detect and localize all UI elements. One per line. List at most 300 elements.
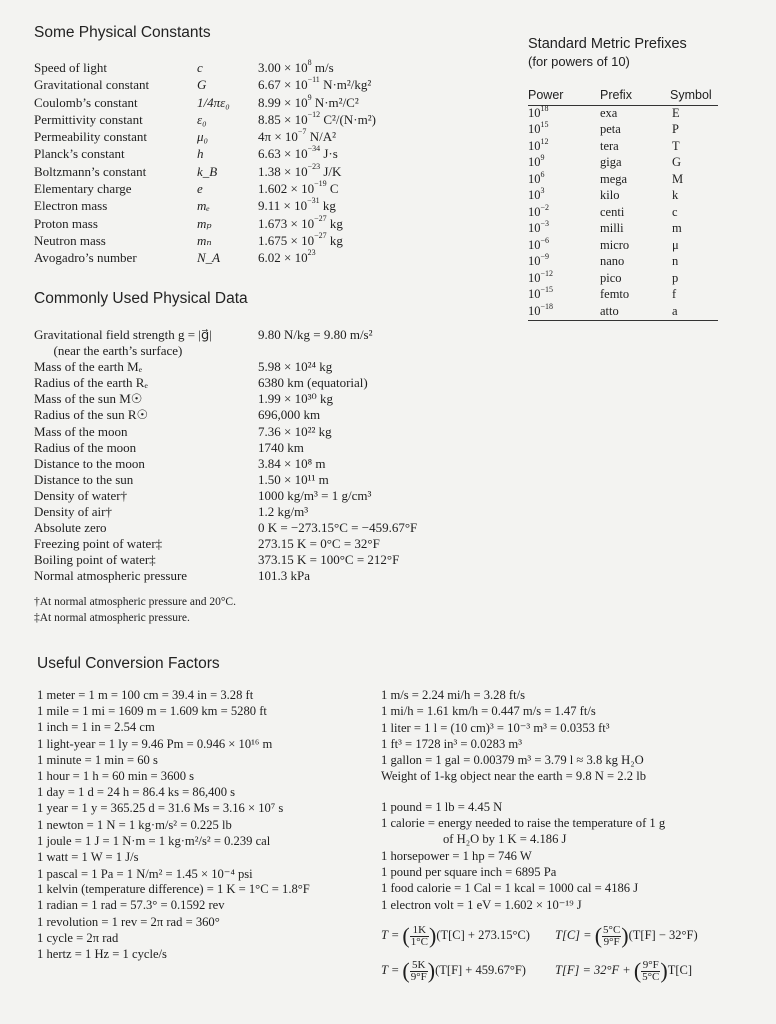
constant-exponent: −34 — [307, 144, 321, 154]
prefix-symbol: μ — [672, 237, 679, 252]
conversion-row — [381, 800, 731, 816]
prefix-power-exponent: 9 — [540, 153, 545, 162]
prefixes-table — [528, 88, 718, 321]
constant-unit: N·m²/C² — [311, 94, 359, 110]
conversions-right-top — [381, 688, 721, 785]
conversion-row — [37, 688, 367, 704]
constant-unit: C²/(N·m²) — [320, 111, 376, 127]
constant-exponent: −12 — [307, 109, 321, 119]
physical-data-value: 6380 km (equatorial) — [258, 375, 368, 391]
constant-name: Proton mass — [34, 215, 98, 231]
conversion-row — [381, 816, 731, 832]
conversion-text: 1 m/s = 2.24 mi/h = 3.28 ft/s — [381, 688, 525, 702]
prefix-power-base: 10 — [528, 221, 541, 235]
prefix-power — [528, 221, 549, 236]
prefix-symbol: M — [672, 171, 684, 186]
prefix-name: atto — [600, 303, 619, 318]
physical-data-name: Freezing point of water‡ — [34, 536, 163, 552]
conversion-row — [37, 704, 367, 720]
constant-row — [34, 109, 474, 129]
conversion-text: 1 mi/h = 1.61 km/h = 0.447 m/s = 1.47 ft/s — [381, 704, 596, 719]
prefix-power — [528, 301, 554, 319]
conversion-text: 1 kelvin (temperature difference) = 1 K = 1°C = 1.8°F — [37, 882, 310, 897]
physical-data-value: 101.3 kPa — [258, 568, 310, 584]
physical-data-row — [34, 391, 534, 407]
formula-num: 1K — [410, 925, 429, 937]
physical-data-value: 5.98 × 10²⁴ kg — [258, 359, 333, 375]
prefix-row — [528, 202, 718, 222]
prefix-symbol: n — [672, 254, 679, 268]
constant-power-base: × 10 — [284, 146, 308, 162]
conversion-row — [381, 704, 721, 720]
constant-name: Speed of light — [34, 60, 107, 75]
conversion-row — [381, 881, 731, 897]
conversion-text: 1 light-year = 1 ly = 9.46 Pm = 0.946 × 10¹⁶ m — [37, 736, 273, 751]
prefixes-bottom-rule — [528, 320, 718, 321]
constant-mantissa: 1.673 — [258, 215, 288, 231]
formula-num: 5°C — [603, 923, 621, 936]
prefix-name: pico — [600, 270, 622, 285]
constant-mantissa: 1.602 — [258, 181, 288, 197]
prefix-power — [528, 202, 550, 220]
constant-value — [258, 198, 336, 214]
prefix-row — [528, 221, 718, 238]
constant-power-base: × 10 — [284, 77, 308, 93]
constant-mantissa: 6.02 — [258, 250, 281, 266]
physical-data-name: (near the earth’s surface) — [34, 343, 183, 359]
physical-data-value: 3.84 × 10⁸ m — [258, 455, 326, 471]
constant-value — [258, 109, 376, 128]
constant-symbol: G — [197, 77, 207, 93]
conversion-text: 1 pound per square inch = 6895 Pa — [381, 864, 557, 879]
formula-fahrenheit-from-celsius: T[F] = 32°F + ( $\frac{9^\circ F}{5^\circ C}$ )T[C] — [555, 958, 693, 983]
constant-unit: m/s — [311, 60, 334, 75]
prefix-row — [528, 235, 718, 255]
physical-data-value: 1.50 × 10¹¹ m — [258, 471, 329, 487]
physical-data-heading: Commonly Used Physical Data — [34, 290, 248, 307]
conversion-row — [37, 882, 367, 898]
conversion-text: 1 inch = 1 in = 2.54 cm — [37, 720, 155, 735]
prefix-row — [528, 136, 718, 156]
prefix-power-base: 10 — [528, 138, 541, 153]
physical-data-name: Radius of the sun R☉ — [34, 407, 149, 423]
prefix-power-exponent: −9 — [540, 252, 550, 261]
constant-name: Electron mass — [34, 198, 108, 214]
physical-data-name: Mass of the moon — [34, 423, 128, 439]
conversion-text: 1 hertz = 1 Hz = 1 cycle/s — [37, 947, 167, 961]
formula-rhs: (T[C] + 273.15°C) — [436, 927, 530, 942]
conversion-text: 1 minute = 1 min = 60 s — [37, 752, 158, 767]
prefix-power-base: 10 — [528, 155, 541, 169]
conversion-row — [37, 769, 367, 785]
constant-mantissa: 8.99 — [258, 94, 281, 110]
prefix-power-exponent: −15 — [540, 285, 554, 294]
physical-data-name: Distance to the sun — [34, 471, 134, 487]
formula-rhs: (T[F] + 459.67°F) — [435, 962, 526, 977]
constant-symbol: k_B — [197, 163, 218, 179]
prefix-name: giga — [600, 155, 622, 169]
constant-row — [34, 230, 474, 250]
physical-data-name: Density of water† — [34, 487, 128, 503]
conversion-text: 1 year = 1 y = 365.25 d = 31.6 Ms = 3.16 × 10⁷ s — [37, 801, 284, 816]
constant-power-base: × 10 — [284, 250, 308, 266]
prefixes-body — [528, 103, 718, 322]
conversion-text: of H₂O by 1 K = 4.186 J — [443, 832, 567, 847]
conversion-text: 1 day = 1 d = 24 h = 86.4 ks = 86,400 s — [37, 785, 236, 800]
prefix-name: nano — [600, 254, 625, 268]
footnote-2: ‡At normal atmospheric pressure. — [34, 612, 190, 624]
conversion-text: 1 meter = 1 m = 100 cm = 39.4 in = 3.28 ft — [37, 688, 254, 702]
formula-rhs: (T[F] − 32°F) — [628, 927, 698, 942]
constant-symbol: mₙ — [197, 232, 212, 248]
physical-data-value: 1000 kg/m³ = 1 g/cm³ — [258, 487, 372, 503]
constant-value — [258, 129, 336, 145]
conversion-text: 1 radian = 1 rad = 57.3° = 0.1592 rev — [37, 898, 225, 913]
conversion-text: 1 revolution = 1 rev = 2π rad = 360° — [37, 914, 220, 929]
constant-row — [34, 161, 474, 181]
physical-data-name: Density of air† — [34, 504, 112, 520]
prefix-symbol: T — [672, 138, 680, 153]
prefix-power — [528, 254, 549, 269]
prefix-row — [528, 122, 718, 139]
constant-symbol: e — [197, 181, 203, 197]
conversion-text: 1 horsepower = 1 hp = 746 W — [381, 848, 532, 863]
physical-data-name: Radius of the moon — [34, 439, 137, 455]
constant-value — [258, 92, 359, 111]
conversion-text: 1 gallon = 1 gal = 0.00379 m³ = 3.79 l ≈ 3.8 kg H₂O — [381, 752, 644, 767]
constant-power-base: × 10 — [284, 60, 308, 75]
conversion-text: Weight of 1-kg object near the earth = 9.8 N = 2.2 lb — [381, 768, 646, 783]
prefix-power-base: 10 — [528, 303, 541, 318]
constant-name: Permittivity constant — [34, 111, 143, 127]
constant-name: Boltzmann’s constant — [34, 163, 147, 179]
physical-data-value: 696,000 km — [258, 407, 321, 423]
prefix-symbol: P — [672, 122, 679, 136]
constant-mantissa: 8.85 — [258, 111, 281, 127]
formula-den: 9°F — [410, 970, 427, 983]
constant-row — [34, 198, 474, 215]
constant-unit: kg — [326, 215, 343, 231]
constant-power-base: × 10 — [284, 94, 308, 110]
prefix-name: kilo — [600, 188, 620, 202]
constant-power-base: × 10 — [284, 111, 308, 127]
formula-den: 9°F — [603, 935, 620, 948]
formula-lhs: T = — [381, 927, 403, 942]
formula-lhs: T[C] = — [555, 927, 595, 942]
physical-data-name: Mass of the earth Mₑ — [34, 359, 143, 375]
prefix-symbol: k — [672, 188, 679, 202]
constants-heading: Some Physical Constants — [34, 24, 211, 41]
conversion-text: 1 mile = 1 mi = 1609 m = 1.609 km = 5280 ft — [37, 704, 267, 719]
constant-unit: J·s — [320, 146, 338, 162]
constant-mantissa: 1.38 — [258, 163, 281, 179]
formula-den: 5°C — [642, 970, 660, 983]
constant-row — [34, 77, 474, 94]
prefix-name: peta — [600, 122, 621, 136]
formula-num: 9°F — [642, 958, 659, 971]
conversion-row — [37, 818, 367, 834]
conversion-row — [37, 850, 367, 866]
physical-data-name: Normal atmospheric pressure — [34, 568, 188, 584]
prefix-power-base: 10 — [528, 270, 541, 285]
constant-exponent: −7 — [297, 127, 307, 137]
constant-exponent: −27 — [314, 213, 327, 223]
conversion-text: 1 joule = 1 J = 1 N·m = 1 kg·m²/s² = 0.239 cal — [37, 833, 271, 848]
conversion-row — [37, 834, 367, 850]
conversions-left — [37, 688, 367, 963]
constant-exponent: 9 — [307, 92, 312, 102]
constant-exponent: 8 — [307, 58, 312, 67]
physical-data-row — [34, 472, 534, 488]
prefix-power — [528, 235, 550, 253]
prefix-name: exa — [600, 105, 618, 120]
constant-mantissa: 6.63 — [258, 146, 281, 162]
physical-data-row — [34, 520, 534, 536]
constant-row — [34, 92, 474, 112]
constant-value — [258, 161, 342, 180]
prefix-symbol: p — [672, 270, 679, 285]
formula-rhs: T[C] — [667, 962, 693, 977]
prefixes-col-symbol: Symbol — [670, 88, 712, 102]
constant-exponent: −19 — [314, 179, 327, 189]
physical-data-row — [34, 424, 534, 440]
prefix-power-exponent: 6 — [540, 169, 545, 179]
constant-power-base: × 10 — [274, 129, 298, 145]
constant-row — [34, 213, 474, 233]
physical-data-row — [34, 488, 534, 504]
conversion-row — [381, 832, 731, 848]
constants-table — [34, 60, 474, 268]
prefix-power-exponent: 15 — [540, 120, 549, 129]
conversion-row — [37, 801, 367, 817]
constant-name: Elementary charge — [34, 181, 132, 197]
prefix-power-exponent: −3 — [540, 219, 550, 228]
physical-data-row — [34, 456, 534, 472]
conversion-row — [381, 865, 731, 881]
constant-power-base: × 10 — [290, 215, 315, 231]
constant-row — [34, 181, 474, 198]
formula-num: 5K — [410, 960, 428, 972]
physical-data-name: Radius of the earth Rₑ — [34, 375, 148, 391]
physical-data-row — [34, 504, 534, 520]
prefix-power-exponent: −18 — [540, 301, 554, 311]
physical-data-name: Gravitational field strength g = |g⃗| — [34, 327, 212, 342]
prefixes-col-power: Power — [528, 88, 564, 102]
conversion-text: 1 pound = 1 lb = 4.45 N — [381, 800, 503, 814]
constant-value — [258, 60, 334, 76]
prefix-power — [528, 188, 545, 203]
conversion-text: 1 food calorie = 1 Cal = 1 kcal = 1000 cal = 4186 J — [381, 880, 639, 895]
prefix-power-base: 10 — [528, 254, 541, 268]
physical-data-value: 0 K = −273.15°C = −459.67°F — [258, 520, 418, 536]
constant-row — [34, 146, 474, 163]
physical-data-value: 1.2 kg/m³ — [258, 504, 309, 520]
prefix-power-base: 10 — [528, 105, 541, 120]
conversion-row — [37, 737, 367, 753]
prefix-name: femto — [600, 287, 630, 301]
prefixes-header-row — [528, 88, 718, 106]
prefix-name: centi — [600, 204, 625, 219]
prefix-power-exponent: 3 — [540, 186, 545, 195]
prefix-symbol: E — [672, 105, 680, 120]
physical-data-row — [34, 343, 534, 359]
constant-unit: C — [326, 181, 339, 197]
conversion-row — [381, 753, 721, 769]
prefix-power-exponent: −12 — [540, 268, 554, 278]
formula-lhs: T = — [381, 962, 403, 977]
prefix-power-exponent: −6 — [540, 235, 550, 245]
prefix-name: mega — [600, 171, 628, 186]
prefix-row — [528, 155, 718, 172]
physical-data-row — [34, 327, 534, 343]
constant-power-base: × 10 — [290, 181, 315, 197]
conversion-row — [381, 849, 731, 865]
conversion-row — [381, 737, 721, 753]
physical-data-name: Absolute zero — [34, 520, 107, 536]
constant-exponent: −31 — [307, 196, 320, 206]
formula-kelvin-from-fahrenheit: T = ( $\frac{5K}{9^\circ F}$ )(T[F] + 459.67°F) — [381, 958, 526, 983]
prefix-row — [528, 287, 718, 304]
conversion-row — [37, 720, 367, 736]
prefix-row — [528, 188, 718, 205]
conversion-row — [37, 866, 367, 882]
constant-exponent: −11 — [307, 75, 320, 85]
constant-symbol: 1/4πε₀ — [197, 94, 230, 110]
prefixes-col-prefix: Prefix — [600, 88, 632, 102]
prefix-power-base: 10 — [528, 171, 541, 186]
prefix-symbol: m — [672, 221, 682, 235]
prefix-power-base: 10 — [528, 122, 541, 136]
constant-row — [34, 129, 474, 146]
physical-data-value: 373.15 K = 100°C = 212°F — [258, 552, 400, 568]
constant-power-base: × 10 — [283, 198, 308, 214]
constant-value — [258, 213, 343, 232]
constant-symbol: ε₀ — [197, 111, 207, 127]
prefix-power — [528, 103, 549, 121]
constant-unit: N·m²/kg² — [319, 77, 372, 93]
conversion-text: 1 newton = 1 N = 1 kg·m/s² = 0.225 lb — [37, 817, 232, 832]
physical-data-value: 1.99 × 10³⁰ kg — [258, 391, 333, 407]
prefix-row — [528, 169, 718, 189]
prefix-power-base: 10 — [528, 204, 541, 219]
prefix-row — [528, 268, 718, 288]
constant-name: Permeability constant — [34, 129, 148, 145]
conversion-row — [37, 785, 367, 801]
constant-value — [258, 77, 371, 93]
constant-mantissa: 3.00 — [258, 60, 281, 75]
prefix-power — [528, 169, 545, 187]
constant-symbol: mₚ — [197, 215, 212, 231]
constant-exponent: −27 — [314, 230, 327, 240]
prefix-power — [528, 136, 549, 154]
prefix-name: tera — [600, 138, 619, 153]
prefix-power — [528, 287, 553, 302]
prefix-power-exponent: 18 — [540, 103, 549, 113]
constant-symbol: c — [197, 60, 203, 75]
physical-data-name: Distance to the moon — [34, 455, 145, 471]
formula-den: 1°C — [410, 935, 428, 948]
physical-data-value: 7.36 × 10²² kg — [258, 423, 332, 439]
prefix-power-exponent: −2 — [540, 202, 550, 212]
constant-mantissa: 6.67 — [258, 77, 281, 93]
conversion-text: 1 ft³ = 1728 in³ = 0.0283 m³ — [381, 736, 522, 751]
constant-unit: J/K — [320, 163, 342, 179]
constant-value — [258, 146, 338, 162]
constant-exponent: 23 — [307, 248, 316, 258]
formula-kelvin-from-celsius: T = ( $\frac{1K}{1^\circ C}$ )(T[C] + 273.15°C) — [381, 923, 530, 948]
constant-symbol: N_A — [197, 250, 221, 266]
physical-data-row — [34, 568, 534, 584]
footnote-1: †At normal atmospheric pressure and 20°C. — [34, 596, 236, 608]
conversion-row — [37, 898, 367, 914]
constant-unit: kg — [319, 198, 336, 214]
formula-celsius-from-fahrenheit: T[C] = ( $\frac{5^\circ C}{9^\circ F}$ )(T[F] − 32°F) — [555, 923, 698, 948]
conversion-row — [37, 947, 367, 963]
prefix-power-base: 10 — [528, 237, 541, 252]
constant-value — [258, 230, 343, 249]
prefix-power-base: 10 — [528, 188, 541, 202]
constant-exponent: −23 — [307, 161, 321, 171]
prefix-name: milli — [600, 221, 624, 235]
physical-data-row — [34, 375, 534, 391]
conversion-text: 1 hour = 1 h = 60 min = 3600 s — [37, 768, 195, 783]
physical-data-name: Mass of the sun M☉ — [34, 391, 143, 407]
prefix-row — [528, 254, 718, 271]
constant-unit: kg — [326, 232, 343, 248]
constant-name: Coulomb’s constant — [34, 94, 138, 110]
physical-data-row — [34, 536, 534, 552]
constant-row — [34, 250, 474, 267]
constant-symbol: h — [197, 146, 204, 162]
conversion-text: 1 cycle = 2π rad — [37, 930, 119, 945]
conversion-row — [37, 753, 367, 769]
conversion-row — [37, 931, 367, 947]
conversion-row — [381, 720, 721, 736]
physical-data-row — [34, 440, 534, 456]
constant-unit: N/A² — [306, 129, 336, 145]
prefix-symbol: c — [672, 204, 678, 219]
conversion-text: 1 liter = 1 l = (10 cm)³ = 10⁻³ m³ = 0.0353 ft³ — [381, 721, 610, 736]
prefix-power-exponent: 12 — [540, 136, 549, 146]
constant-row — [34, 60, 474, 77]
constant-value — [258, 250, 316, 266]
conversion-row — [381, 769, 721, 785]
prefix-symbol: f — [672, 287, 677, 301]
physical-data-value: 1740 km — [258, 439, 304, 455]
prefix-power — [528, 155, 545, 170]
conversion-text: 1 watt = 1 W = 1 J/s — [37, 849, 139, 864]
constant-mantissa: 9.11 — [258, 198, 281, 214]
constant-mantissa: 1.675 — [258, 232, 288, 248]
physical-data-row — [34, 359, 534, 375]
conversion-text: 1 pascal = 1 Pa = 1 N/m² = 1.45 × 10⁻⁴ psi — [37, 867, 253, 882]
constant-symbol: mₑ — [197, 198, 210, 214]
physical-data-table — [34, 327, 534, 585]
conversion-row — [37, 915, 367, 931]
conversion-text: 1 calorie = energy needed to raise the temperature of 1 g — [381, 816, 666, 831]
prefixes-heading: Standard Metric Prefixes — [528, 36, 687, 52]
conversion-row — [381, 688, 721, 704]
physical-data-name: Boiling point of water‡ — [34, 552, 156, 568]
conversion-row — [381, 897, 731, 913]
constant-name: Planck’s constant — [34, 146, 125, 162]
constant-symbol: μ₀ — [197, 129, 209, 145]
physical-data-row — [34, 407, 534, 423]
constant-power-base: × 10 — [290, 232, 315, 248]
conversions-heading: Useful Conversion Factors — [37, 655, 220, 672]
constant-name: Neutron mass — [34, 232, 106, 248]
physical-data-value: 9.80 N/kg = 9.80 m/s² — [258, 327, 373, 342]
